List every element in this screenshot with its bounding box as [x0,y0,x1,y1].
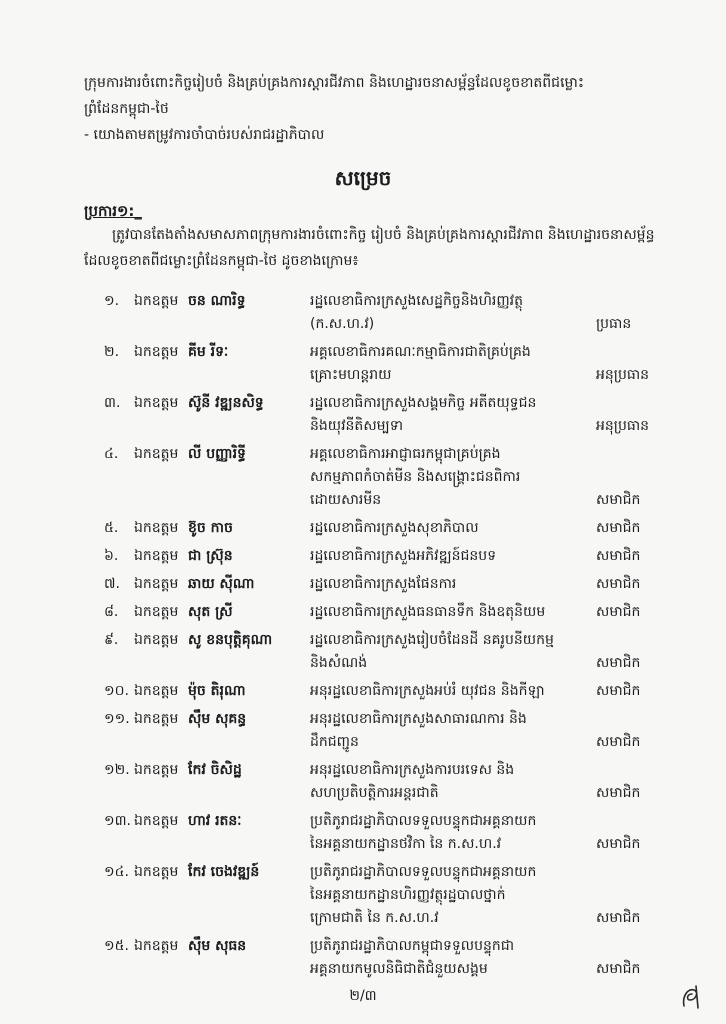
member-role: សមាជិក [596,604,641,620]
member-row [84,708,694,754]
member-role: សមាជិក [596,785,641,801]
member-position [310,341,595,387]
intro-line-1: ក្រុមការងារចំពោះកិច្ចរៀបចំ និងគ្រប់គ្រងការស្តារជីវភាព និងហេដ្ឋារចនាសម្ព័ន្ធដែលខូចខាតពីជម្លោះ [84,75,584,91]
member-row [84,601,694,624]
decision-title: សម្រេច [334,166,392,190]
member-row [84,290,694,336]
member-role: សមាជិក [596,576,641,592]
member-number: ១៥. [104,938,129,954]
member-honorific: ឯកឧត្តម [134,683,179,699]
member-position [310,861,595,930]
member-honorific: ឯកឧត្តម [134,938,179,954]
member-role: សមាជិក [596,520,641,536]
member-position [310,680,595,703]
member-name: លី បញ្ញារិទ្ធី [188,446,246,462]
member-position-line: រដ្ឋលេខាធិការក្រសួងរៀបចំដែនដី នគរូបនីយកម្ម [310,632,554,648]
member-name: ខ៊ូច កាច [188,520,233,536]
member-position-line: អនុរដ្ឋលេខាធិការក្រសួងអប់រំ យុវជន និងកីឡា [310,683,545,699]
member-position-line: អនុរដ្ឋលេខាធិការក្រសួងការបរទេស និង [310,762,515,778]
member-number: ៧. [104,576,120,592]
member-honorific: ឯកឧត្តម [134,548,179,564]
member-name: ស៊ឹម សុធន [188,938,247,954]
member-row [84,341,694,387]
member-position [310,517,595,540]
member-position-line: រដ្ឋលេខាធិការក្រសួងសេដ្ឋកិច្ចនិងហិរញ្ញវត្ថុ [310,293,524,309]
member-row [84,392,694,438]
member-position-line: ដឹកជញ្ជូន [310,734,359,750]
member-number: ១០. [104,683,129,699]
member-position-line: ប្រតិភូរាជរដ្ឋាភិបាលកម្ពុជាទទួលបន្ទុកជា [310,938,515,954]
member-row [84,443,694,512]
member-honorific: ឯកឧត្តម [134,520,179,536]
intro-line-2: ព្រំដែនកម្ពុជា-ថៃ [84,101,169,117]
member-position-line: អគ្គលេខាធិការអាជ្ញាធរកម្ពុជាគ្រប់គ្រង [310,446,501,462]
member-position-line: ប្រតិភូរាជរដ្ឋាភិបាលទទួលបន្ទុកជាអគ្គនាយក [310,813,537,829]
member-honorific: ឯកឧត្តម [134,762,179,778]
member-position [310,545,595,568]
member-position-line: រដ្ឋលេខាធិការក្រសួងអភិវឌ្ឍន៍ជនបទ [310,548,497,564]
member-position [310,629,595,675]
member-row [84,935,694,981]
member-name: គីម រីទៈ [188,344,229,360]
member-name: សុត ស្រី [188,604,233,620]
member-row [84,517,694,540]
member-position [310,708,595,754]
intro-block [84,70,694,148]
member-position [310,290,595,336]
member-honorific: ឯកឧត្តម [134,293,179,309]
member-position [310,443,595,512]
member-number: ៩. [104,632,119,648]
handwritten-initial-mark [678,982,704,1012]
member-role: សមាជិក [596,548,641,564]
member-name: កែវ ចិសិដ្ឋ [188,762,242,778]
member-honorific: ឯកឧត្តម [134,864,179,880]
member-role: សមាជិក [596,683,641,699]
member-name: ចន ណារិទ្ធ [188,293,246,309]
member-name: ស៊ឹម សុគន្ធ [188,711,247,727]
member-name: ម៉ុច តិរុណា [188,683,246,699]
member-number: ៥. [104,520,119,536]
member-position-line: រដ្ឋលេខាធិការក្រសួងសុខាភិបាល [310,520,479,536]
member-role: អនុប្រធាន [596,418,650,434]
member-role: សមាជិក [596,492,641,508]
member-number: ២. [104,344,120,360]
member-number: ១២. [104,762,130,778]
member-name: ជា ស្រ៊ុន [188,548,233,564]
member-position-line: នៃអគ្គនាយកដ្ឋានហិរញ្ញវត្ថុរដ្ឋបាលថ្នាក់ [310,887,506,903]
page-number: ២/៣ [349,988,377,1004]
member-name: សូ ខនបុត្តិគុណា [188,632,273,648]
member-number: ៣. [104,395,121,411]
member-honorific: ឯកឧត្តម [134,604,179,620]
member-position [310,573,595,596]
member-honorific: ឯកឧត្តម [134,711,179,727]
article-1-body: ត្រូវបានតែងតាំងសមាសភាពក្រុមការងារចំពោះកិច្ច រៀបចំ និងគ្រប់គ្រងការស្តារជីវភាព និងហេដ្ឋារចនាសម្ព័ន្ធ ដែលខូចខាតពីជម្លោះព្រំដែនកម្ពុជា-ថៃ ដូចខាងក្រោម៖ [84,227,655,269]
member-honorific: ឯកឧត្តម [134,576,179,592]
intro-line-3: - យោងតាមតម្រូវការចាំបាច់របស់រាជរដ្ឋាភិបាល [84,127,325,143]
member-position [310,392,595,438]
member-position-line: អគ្គនាយកមូលនិធិជាតិជំនួយសង្គម [310,961,488,977]
member-role: សមាជិក [596,655,641,671]
member-row [84,545,694,568]
member-number: ៤. [104,446,119,462]
member-number: ១១. [104,711,130,727]
member-honorific: ឯកឧត្តម [134,344,179,360]
member-number: ៨. [104,604,119,620]
member-role: សមាជិក [596,961,641,977]
member-position-line: អនុរដ្ឋលេខាធិការក្រសួងសាធារណការ និង [310,711,527,727]
member-number: ១. [104,293,120,309]
member-role: សមាជិក [596,734,641,750]
member-row [84,680,694,703]
member-role: អនុប្រធាន [596,367,650,383]
member-honorific: ឯកឧត្តម [134,446,179,462]
member-number: ១៣. [104,813,132,829]
member-row [84,861,694,930]
article-1-title: ប្រការ១:_ [84,202,142,220]
member-row [84,759,694,805]
member-position [310,810,595,856]
member-row [84,810,694,856]
member-name: ឆាយ ស៊ីណា [188,576,255,592]
member-position-line: សហប្រតិបត្តិការអន្តរជាតិ [310,785,439,801]
member-role: សមាជិក [596,910,641,926]
member-name: ស៊ូនី វឌ្ឍនសិទ្ធ [188,395,264,411]
member-position-line: និងយុវនីតិសម្បទា [310,418,404,434]
member-role: ប្រធាន [596,316,632,332]
member-number: ១៤. [104,864,129,880]
member-row [84,629,694,675]
member-name: ហាវ រតនៈ [188,813,242,829]
member-honorific: ឯកឧត្តម [134,813,179,829]
member-position-line: រដ្ឋលេខាធិការក្រសួងផែនការ [310,576,457,592]
member-position-line: ក្រោមជាតិ នៃ ក.ស.ហ.វ [310,910,439,926]
member-position-line: រដ្ឋលេខាធិការក្រសួងធនធានទឹក និងឧតុនិយម [310,604,546,620]
member-position-line: ប្រតិភូរាជរដ្ឋាភិបាលទទួលបន្ទុកជាអគ្គនាយក [310,864,537,880]
member-position-line: ដោយសារមីន [310,492,382,508]
member-position-line: អគ្គលេខាធិការគណៈកម្មាធិការជាតិគ្រប់គ្រង [310,344,531,360]
member-position [310,759,595,805]
member-position-line: នៃអគ្គនាយកដ្ឋានថវិកា នៃ ក.ស.ហ.វ [310,836,502,852]
member-name: កែវ ចេងវឌ្ឍន៍ [188,864,260,880]
member-position-line: សកម្មភាពកំចាត់មីន និងសង្គ្រោះជនពិការ [310,469,521,485]
member-position [310,601,595,624]
member-position [310,935,595,981]
member-honorific: ឯកឧត្តម [134,395,179,411]
member-role: សមាជិក [596,836,641,852]
member-honorific: ឯកឧត្តម [134,632,179,648]
member-position-line: និងសំណង់ [310,655,368,671]
member-position-line: រដ្ឋលេខាធិការក្រសួងសង្គមកិច្ច អតីតយុទ្ធជន [310,395,537,411]
member-position-line: (ក.ស.ហ.វ) [310,316,375,332]
member-position-line: គ្រោះមហន្តរាយ [310,367,392,383]
member-number: ៦. [104,548,119,564]
member-row [84,573,694,596]
